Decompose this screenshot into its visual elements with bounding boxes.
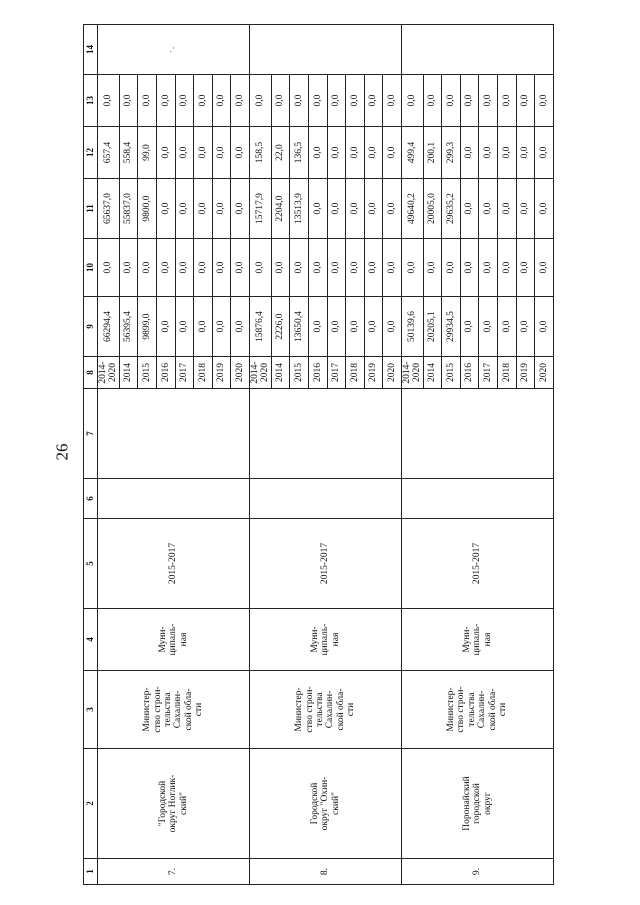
year-cell: 2018 <box>194 357 213 389</box>
value-cell: 0,0 <box>516 75 535 127</box>
value-cell: 0,0 <box>364 179 383 239</box>
value-cell: 66294,4 <box>98 297 120 357</box>
period: 2015-2017 <box>249 519 401 609</box>
value-cell: 56395,4 <box>119 297 138 357</box>
value-cell: 0,0 <box>498 75 517 127</box>
value-cell: 0,0 <box>175 239 194 297</box>
value-cell: 50139,6 <box>401 297 423 357</box>
year-cell: 2014- 2020 <box>249 357 271 389</box>
col14-note <box>249 25 401 75</box>
value-cell: 0,0 <box>157 75 176 127</box>
value-cell: 0,0 <box>460 179 479 239</box>
value-cell: 0,0 <box>175 75 194 127</box>
value-cell: 0,0 <box>346 75 365 127</box>
value-cell: 0,0 <box>535 297 554 357</box>
value-cell: 49640,2 <box>401 179 423 239</box>
value-cell: 0,0 <box>157 297 176 357</box>
value-cell: 499,4 <box>401 127 423 179</box>
value-cell: 0,0 <box>271 75 290 127</box>
col6-cell <box>98 479 250 519</box>
value-cell: 299,3 <box>442 127 461 179</box>
value-cell: 0,0 <box>212 297 231 357</box>
header-row <box>84 25 98 885</box>
value-cell: 0,0 <box>175 297 194 357</box>
row-number: 9. <box>401 859 553 885</box>
value-cell: 0,0 <box>364 239 383 297</box>
value-cell: 0,0 <box>498 127 517 179</box>
property-type: Муни- ципаль- ная <box>98 609 250 671</box>
year-cell: 2015 <box>442 357 461 389</box>
header-cell: 7 <box>84 389 98 479</box>
value-cell: 0,0 <box>383 75 402 127</box>
value-cell: 0,0 <box>516 297 535 357</box>
value-cell: 0,0 <box>535 127 554 179</box>
year-cell: 2016 <box>157 357 176 389</box>
header-cell: 8 <box>84 357 98 389</box>
value-cell: 0,0 <box>138 239 157 297</box>
value-cell: 0,0 <box>479 75 498 127</box>
value-cell: 0,0 <box>479 297 498 357</box>
value-cell: 15876,4 <box>249 297 271 357</box>
value-cell: 20005,0 <box>423 179 442 239</box>
year-cell: 2016 <box>460 357 479 389</box>
value-cell: 0,0 <box>175 179 194 239</box>
value-cell: 0,0 <box>498 297 517 357</box>
value-cell: 0,0 <box>290 239 309 297</box>
value-cell: 0,0 <box>308 75 327 127</box>
value-cell: 0,0 <box>460 297 479 357</box>
year-cell: 2014- 2020 <box>98 357 120 389</box>
value-cell: 0,0 <box>460 75 479 127</box>
year-cell: 2020 <box>535 357 554 389</box>
value-cell: 0,0 <box>212 239 231 297</box>
value-cell: 65637,0 <box>98 179 120 239</box>
year-cell: 2017 <box>479 357 498 389</box>
value-cell: 0,0 <box>535 179 554 239</box>
value-cell: 0,0 <box>249 75 271 127</box>
value-cell: 0,0 <box>423 239 442 297</box>
col14-note <box>401 25 553 75</box>
value-cell: 200,1 <box>423 127 442 179</box>
year-cell: 2014- 2020 <box>401 357 423 389</box>
value-cell: 0,0 <box>327 179 346 239</box>
year-cell: 2014 <box>423 357 442 389</box>
value-cell: 0,0 <box>479 127 498 179</box>
header-cell: 6 <box>84 479 98 519</box>
period: 2015-2017 <box>401 519 553 609</box>
page-number: 26 <box>52 443 72 461</box>
year-cell: 2018 <box>498 357 517 389</box>
value-cell: 0,0 <box>516 239 535 297</box>
year-cell: 2014 <box>271 357 290 389</box>
value-cell: 0,0 <box>364 297 383 357</box>
year-cell: 2015 <box>290 357 309 389</box>
period: 2015-2017 <box>98 519 250 609</box>
value-cell: 136,5 <box>290 127 309 179</box>
value-cell: 2204,0 <box>271 179 290 239</box>
value-cell: 558,4 <box>119 127 138 179</box>
value-cell: 0,0 <box>194 179 213 239</box>
value-cell: 0,0 <box>308 239 327 297</box>
value-cell: 0,0 <box>175 127 194 179</box>
year-cell: 2019 <box>516 357 535 389</box>
value-cell: 0,0 <box>138 75 157 127</box>
value-cell: 0,0 <box>460 239 479 297</box>
value-cell: 0,0 <box>327 75 346 127</box>
value-cell: 29934,5 <box>442 297 461 357</box>
value-cell: 0,0 <box>194 297 213 357</box>
value-cell: 0,0 <box>212 75 231 127</box>
value-cell: 22,0 <box>271 127 290 179</box>
value-cell: 0,0 <box>157 127 176 179</box>
property-type: Муни- ципаль- ная <box>249 609 401 671</box>
row-number: 7. <box>98 859 250 885</box>
value-cell: 0,0 <box>231 127 250 179</box>
value-cell: 0,0 <box>383 127 402 179</box>
value-cell: 0,0 <box>194 75 213 127</box>
year-cell: 2020 <box>231 357 250 389</box>
value-cell: 0,0 <box>383 297 402 357</box>
year-cell: 2019 <box>212 357 231 389</box>
value-cell: 657,4 <box>98 127 120 179</box>
value-cell: 0,0 <box>479 239 498 297</box>
year-cell: 2017 <box>175 357 194 389</box>
value-cell: 0,0 <box>346 127 365 179</box>
value-cell: 0,0 <box>383 239 402 297</box>
header-cell: 3 <box>84 671 98 749</box>
value-cell: 13650,4 <box>290 297 309 357</box>
responsible-ministry: Министер- ство строи- тельства Сахалин- ской обла- сти <box>401 671 553 749</box>
header-cell: 14 <box>84 25 98 75</box>
col6-cell <box>249 479 401 519</box>
header-cell: 11 <box>84 179 98 239</box>
program-table <box>83 24 554 885</box>
col14-note <box>98 25 250 75</box>
value-cell: 0,0 <box>157 179 176 239</box>
value-cell: 0,0 <box>535 75 554 127</box>
value-cell: 0,0 <box>212 179 231 239</box>
col7-cell <box>249 389 401 479</box>
year-cell: 2014 <box>119 357 138 389</box>
value-cell: 0,0 <box>308 127 327 179</box>
value-cell: 0,0 <box>290 75 309 127</box>
value-cell: 0,0 <box>498 239 517 297</box>
value-cell: 0,0 <box>535 239 554 297</box>
value-cell: 0,0 <box>516 179 535 239</box>
value-cell: 0,0 <box>423 75 442 127</box>
note-mark: ' - <box>168 46 177 53</box>
table-row <box>98 25 120 885</box>
table-row <box>249 25 271 885</box>
value-cell: 15717,9 <box>249 179 271 239</box>
value-cell: 55837,0 <box>119 179 138 239</box>
header-cell: 12 <box>84 127 98 179</box>
header-cell: 2 <box>84 749 98 859</box>
value-cell: 0,0 <box>346 239 365 297</box>
header-cell: 1 <box>84 859 98 885</box>
year-cell: 2020 <box>383 357 402 389</box>
value-cell: 0,0 <box>401 75 423 127</box>
responsible-ministry: Министер- ство строи- тельства Сахалин- ской обла- сти <box>98 671 250 749</box>
header-cell: 9 <box>84 297 98 357</box>
value-cell: 0,0 <box>308 179 327 239</box>
municipality-name: "Городской округ Ноглик- ский" <box>98 749 250 859</box>
value-cell: 0,0 <box>249 239 271 297</box>
rotated-table-container <box>83 25 549 885</box>
value-cell: 158,5 <box>249 127 271 179</box>
value-cell: 0,0 <box>98 239 120 297</box>
value-cell: 0,0 <box>271 239 290 297</box>
value-cell: 0,0 <box>346 179 365 239</box>
value-cell: 0,0 <box>327 297 346 357</box>
header-cell: 10 <box>84 239 98 297</box>
value-cell: 0,0 <box>327 127 346 179</box>
year-cell: 2015 <box>138 357 157 389</box>
row-number: 8. <box>249 859 401 885</box>
year-cell: 2018 <box>346 357 365 389</box>
value-cell: 0,0 <box>231 297 250 357</box>
value-cell: 0,0 <box>308 297 327 357</box>
value-cell: 0,0 <box>212 127 231 179</box>
value-cell: 0,0 <box>346 297 365 357</box>
col6-cell <box>401 479 553 519</box>
property-type: Муни- ципаль- ная <box>401 609 553 671</box>
value-cell: 9800,0 <box>138 179 157 239</box>
value-cell: 0,0 <box>194 239 213 297</box>
value-cell: 0,0 <box>516 127 535 179</box>
value-cell: 0,0 <box>327 239 346 297</box>
value-cell: 0,0 <box>231 75 250 127</box>
value-cell: 0,0 <box>383 179 402 239</box>
value-cell: 0,0 <box>442 239 461 297</box>
value-cell: 0,0 <box>119 239 138 297</box>
responsible-ministry: Министер- ство строи- тельства Сахалин- ской обла- сти <box>249 671 401 749</box>
value-cell: 0,0 <box>364 127 383 179</box>
value-cell: 0,0 <box>194 127 213 179</box>
value-cell: 0,0 <box>231 179 250 239</box>
header-cell: 4 <box>84 609 98 671</box>
value-cell: 0,0 <box>498 179 517 239</box>
value-cell: 2226,0 <box>271 297 290 357</box>
value-cell: 0,0 <box>460 127 479 179</box>
value-cell: 29635,2 <box>442 179 461 239</box>
value-cell: 0,0 <box>98 75 120 127</box>
value-cell: 13513,9 <box>290 179 309 239</box>
value-cell: 9899,0 <box>138 297 157 357</box>
table-row <box>401 25 423 885</box>
value-cell: 99,0 <box>138 127 157 179</box>
year-cell: 2016 <box>308 357 327 389</box>
value-cell: 0,0 <box>119 75 138 127</box>
value-cell: 0,0 <box>157 239 176 297</box>
col7-cell <box>98 389 250 479</box>
header-cell: 13 <box>84 75 98 127</box>
value-cell: 0,0 <box>442 75 461 127</box>
year-cell: 2017 <box>327 357 346 389</box>
value-cell: 0,0 <box>401 239 423 297</box>
value-cell: 0,0 <box>364 75 383 127</box>
municipality-name: Поронайский городской округ <box>401 749 553 859</box>
header-cell: 5 <box>84 519 98 609</box>
col7-cell <box>401 389 553 479</box>
value-cell: 0,0 <box>231 239 250 297</box>
year-cell: 2019 <box>364 357 383 389</box>
value-cell: 20205,1 <box>423 297 442 357</box>
value-cell: 0,0 <box>479 179 498 239</box>
municipality-name: Городской округ "Охин- ский" <box>249 749 401 859</box>
